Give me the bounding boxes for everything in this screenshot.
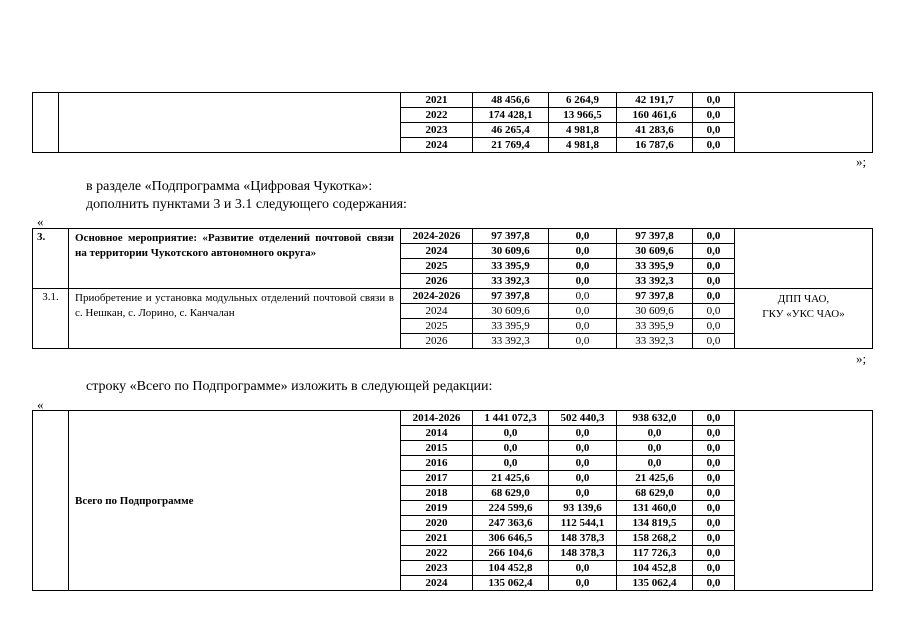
paragraph-instruction: дополнить пунктами 3 и 3.1 следующего содержания: xyxy=(86,197,407,212)
year-cell: 2024-2026 xyxy=(401,229,473,244)
year-cell: 2025 xyxy=(401,319,473,334)
other-cell: 0,0 xyxy=(693,531,735,546)
year-cell: 2022 xyxy=(401,546,473,561)
other-cell: 0,0 xyxy=(693,304,735,319)
total-cell: 0,0 xyxy=(473,441,549,456)
year-cell: 2024 xyxy=(401,244,473,259)
federal-cell: 0,0 xyxy=(549,304,617,319)
year-cell: 2024 xyxy=(401,576,473,591)
total-cell: 21 425,6 xyxy=(473,471,549,486)
total-cell: 68 629,0 xyxy=(473,486,549,501)
regional-cell: 41 283,6 xyxy=(617,123,693,138)
year-cell: 2016 xyxy=(401,456,473,471)
regional-cell: 30 609,6 xyxy=(617,304,693,319)
regional-cell: 97 397,8 xyxy=(617,289,693,304)
year-cell: 2021 xyxy=(401,93,473,108)
total-cell: 30 609,6 xyxy=(473,304,549,319)
executor-cell xyxy=(735,229,873,289)
regional-cell: 160 461,6 xyxy=(617,108,693,123)
federal-cell: 0,0 xyxy=(549,561,617,576)
year-cell: 2017 xyxy=(401,471,473,486)
total-cell: 33 395,9 xyxy=(473,319,549,334)
other-cell: 0,0 xyxy=(693,319,735,334)
paragraph-section-ref: в разделе «Подпрограмма «Цифровая Чукотка»: xyxy=(86,179,373,194)
total-cell: 266 104,6 xyxy=(473,546,549,561)
year-cell: 2024 xyxy=(401,304,473,319)
federal-cell: 4 981,8 xyxy=(549,138,617,153)
federal-cell: 0,0 xyxy=(549,456,617,471)
closing-quote-mark: »; xyxy=(856,154,867,169)
year-cell: 2026 xyxy=(401,274,473,289)
other-cell: 0,0 xyxy=(693,229,735,244)
total-cell: 0,0 xyxy=(473,426,549,441)
regional-cell: 16 787,6 xyxy=(617,138,693,153)
federal-cell: 6 264,9 xyxy=(549,93,617,108)
regional-cell: 117 726,3 xyxy=(617,546,693,561)
federal-cell: 0,0 xyxy=(549,319,617,334)
total-cell: 30 609,6 xyxy=(473,244,549,259)
federal-cell: 0,0 xyxy=(549,486,617,501)
regional-cell: 131 460,0 xyxy=(617,501,693,516)
executor-line: ДПП ЧАО, xyxy=(777,293,830,305)
total-cell: 46 265,4 xyxy=(473,123,549,138)
table-subprogram-total xyxy=(32,410,873,591)
other-cell: 0,0 xyxy=(693,93,735,108)
year-cell: 2023 xyxy=(401,123,473,138)
federal-cell: 148 378,3 xyxy=(549,531,617,546)
year-cell: 2023 xyxy=(401,561,473,576)
total-cell: 224 599,6 xyxy=(473,501,549,516)
regional-cell: 33 395,9 xyxy=(617,319,693,334)
year-cell: 2018 xyxy=(401,486,473,501)
regional-cell: 0,0 xyxy=(617,441,693,456)
total-cell: 1 441 072,3 xyxy=(473,411,549,426)
federal-cell: 0,0 xyxy=(549,426,617,441)
year-cell: 2014-2026 xyxy=(401,411,473,426)
year-cell: 2024 xyxy=(401,138,473,153)
year-cell: 2014 xyxy=(401,426,473,441)
regional-cell: 33 392,3 xyxy=(617,274,693,289)
other-cell: 0,0 xyxy=(693,576,735,591)
table-new-items xyxy=(32,228,873,349)
regional-cell: 33 392,3 xyxy=(617,334,693,349)
opening-quote-mark: « xyxy=(37,397,44,412)
other-cell: 0,0 xyxy=(693,244,735,259)
total-cell: 0,0 xyxy=(473,456,549,471)
regional-cell: 68 629,0 xyxy=(617,486,693,501)
federal-cell: 502 440,3 xyxy=(549,411,617,426)
federal-cell: 112 544,1 xyxy=(549,516,617,531)
other-cell: 0,0 xyxy=(693,561,735,576)
year-cell: 2021 xyxy=(401,531,473,546)
federal-cell: 4 981,8 xyxy=(549,123,617,138)
item-title: Приобретение и установка модульных отделений почтовой связи в с. Нешкан, с. Лорино, с. Канчалан xyxy=(69,289,401,349)
total-cell: 174 428,1 xyxy=(473,108,549,123)
other-cell: 0,0 xyxy=(693,138,735,153)
regional-cell: 135 062,4 xyxy=(617,576,693,591)
other-cell: 0,0 xyxy=(693,274,735,289)
federal-cell: 0,0 xyxy=(549,441,617,456)
paragraph-total-instruction: строку «Всего по Подпрограмме» изложить в следующей редакции: xyxy=(86,379,493,394)
regional-cell: 158 268,2 xyxy=(617,531,693,546)
regional-cell: 104 452,8 xyxy=(617,561,693,576)
other-cell: 0,0 xyxy=(693,426,735,441)
total-cell: 135 062,4 xyxy=(473,576,549,591)
year-cell: 2015 xyxy=(401,441,473,456)
year-cell: 2022 xyxy=(401,108,473,123)
other-cell: 0,0 xyxy=(693,516,735,531)
other-cell: 0,0 xyxy=(693,289,735,304)
total-cell: 21 769,4 xyxy=(473,138,549,153)
federal-cell: 0,0 xyxy=(549,274,617,289)
federal-cell: 0,0 xyxy=(549,244,617,259)
other-cell: 0,0 xyxy=(693,123,735,138)
federal-cell: 0,0 xyxy=(549,229,617,244)
opening-quote-mark: « xyxy=(37,214,44,229)
federal-cell: 0,0 xyxy=(549,576,617,591)
federal-cell: 0,0 xyxy=(549,289,617,304)
year-cell: 2019 xyxy=(401,501,473,516)
total-cell: 33 392,3 xyxy=(473,334,549,349)
executor-cell xyxy=(735,93,873,153)
federal-cell: 148 378,3 xyxy=(549,546,617,561)
federal-cell: 0,0 xyxy=(549,471,617,486)
executor-cell xyxy=(735,411,873,591)
other-cell: 0,0 xyxy=(693,471,735,486)
executor-line: ГКУ «УКС ЧАО» xyxy=(762,308,845,320)
total-cell: 33 392,3 xyxy=(473,274,549,289)
total-cell: 97 397,8 xyxy=(473,289,549,304)
other-cell: 0,0 xyxy=(693,108,735,123)
regional-cell: 97 397,8 xyxy=(617,229,693,244)
regional-cell: 42 191,7 xyxy=(617,93,693,108)
federal-cell: 13 966,5 xyxy=(549,108,617,123)
other-cell: 0,0 xyxy=(693,259,735,274)
total-cell: 48 456,6 xyxy=(473,93,549,108)
other-cell: 0,0 xyxy=(693,411,735,426)
regional-cell: 30 609,6 xyxy=(617,244,693,259)
year-cell: 2025 xyxy=(401,259,473,274)
total-cell: 33 395,9 xyxy=(473,259,549,274)
regional-cell: 33 395,9 xyxy=(617,259,693,274)
total-cell: 104 452,8 xyxy=(473,561,549,576)
other-cell: 0,0 xyxy=(693,441,735,456)
regional-cell: 134 819,5 xyxy=(617,516,693,531)
other-cell: 0,0 xyxy=(693,501,735,516)
other-cell: 0,0 xyxy=(693,486,735,501)
year-cell: 2020 xyxy=(401,516,473,531)
item-number: 3.1. xyxy=(33,289,69,349)
year-cell: 2026 xyxy=(401,334,473,349)
name-cell xyxy=(59,93,401,153)
num-cell xyxy=(33,93,59,153)
item-number: 3. xyxy=(33,229,69,289)
other-cell: 0,0 xyxy=(693,546,735,561)
other-cell: 0,0 xyxy=(693,456,735,471)
regional-cell: 0,0 xyxy=(617,456,693,471)
item-title: Основное мероприятие: «Развитие отделений почтовой связи на территории Чукотского автономного округа» xyxy=(69,229,401,289)
federal-cell: 0,0 xyxy=(549,334,617,349)
num-cell xyxy=(33,411,69,591)
table-continuation xyxy=(32,92,873,153)
closing-quote-mark: »; xyxy=(856,351,867,366)
total-cell: 97 397,8 xyxy=(473,229,549,244)
other-cell: 0,0 xyxy=(693,334,735,349)
regional-cell: 0,0 xyxy=(617,426,693,441)
federal-cell: 0,0 xyxy=(549,259,617,274)
federal-cell: 93 139,6 xyxy=(549,501,617,516)
total-cell: 247 363,6 xyxy=(473,516,549,531)
executor-cell xyxy=(735,289,873,349)
subprogram-total-title: Всего по Подпрограмме xyxy=(69,411,401,591)
regional-cell: 938 632,0 xyxy=(617,411,693,426)
total-cell: 306 646,5 xyxy=(473,531,549,546)
regional-cell: 21 425,6 xyxy=(617,471,693,486)
year-cell: 2024-2026 xyxy=(401,289,473,304)
